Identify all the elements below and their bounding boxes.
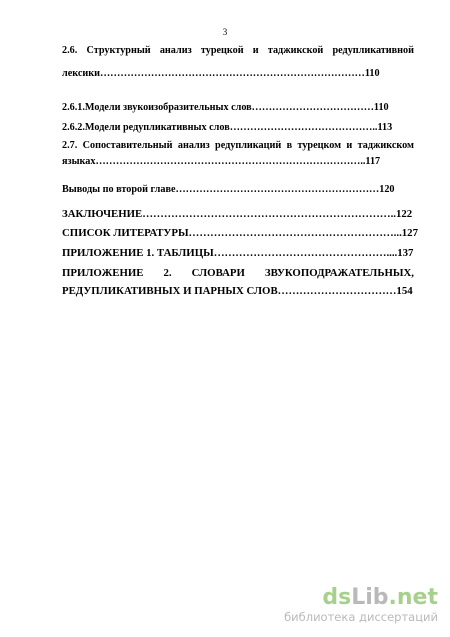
toc-entry-2-6-line1: 2.6. Структурный анализ турецкой и таджикской редупликативной	[62, 45, 414, 56]
toc-entry-conclusions: Выводы по второй главе……………………………………………………120	[62, 184, 395, 195]
logo-lib: Lib	[351, 585, 389, 610]
toc-entry-conclusion: ЗАКЛЮЧЕНИЕ……………………………………………………………..122	[62, 208, 413, 220]
dslib-logo	[284, 586, 438, 610]
toc-entry-appendix-2-line2: РЕДУПЛИКАТИВНЫХ И ПАРНЫХ СЛОВ……………………………154	[62, 285, 413, 297]
page-number: 3	[222, 27, 228, 37]
toc-entry-appendix-2-line1: ПРИЛОЖЕНИЕ 2. СЛОВАРИ ЗВУКОПОДРАЖАТЕЛЬНЫХ,	[62, 267, 414, 279]
toc-entry-2-7-line1: 2.7. Сопоставительный анализ редупликаций в турецком и таджикском	[62, 140, 414, 151]
watermark-subtitle: библиотека диссертаций	[284, 610, 438, 624]
logo-net: .net	[388, 585, 438, 610]
toc-entry-2-6-2: 2.6.2.Модели редупликативных слов……………………………………..113	[62, 122, 393, 133]
toc-entry-literature: СПИСОК ЛИТЕРАТУРЫ…………………………………………………...127	[62, 227, 418, 239]
toc-entry-2-7-line2: языках……………………………………………………………………..117	[62, 156, 381, 167]
logo-ds: ds	[322, 585, 352, 610]
dslib-watermark	[284, 586, 438, 624]
toc-entry-appendix-1: ПРИЛОЖЕНИЕ 1. ТАБЛИЦЫ…………………………………………....137	[62, 247, 414, 259]
toc-entry-2-6-line2: лексики……………………………………………………………………110	[62, 68, 380, 79]
toc-entry-2-6-1: 2.6.1.Модели звукоизобразительных слов………………………………110	[62, 102, 389, 113]
